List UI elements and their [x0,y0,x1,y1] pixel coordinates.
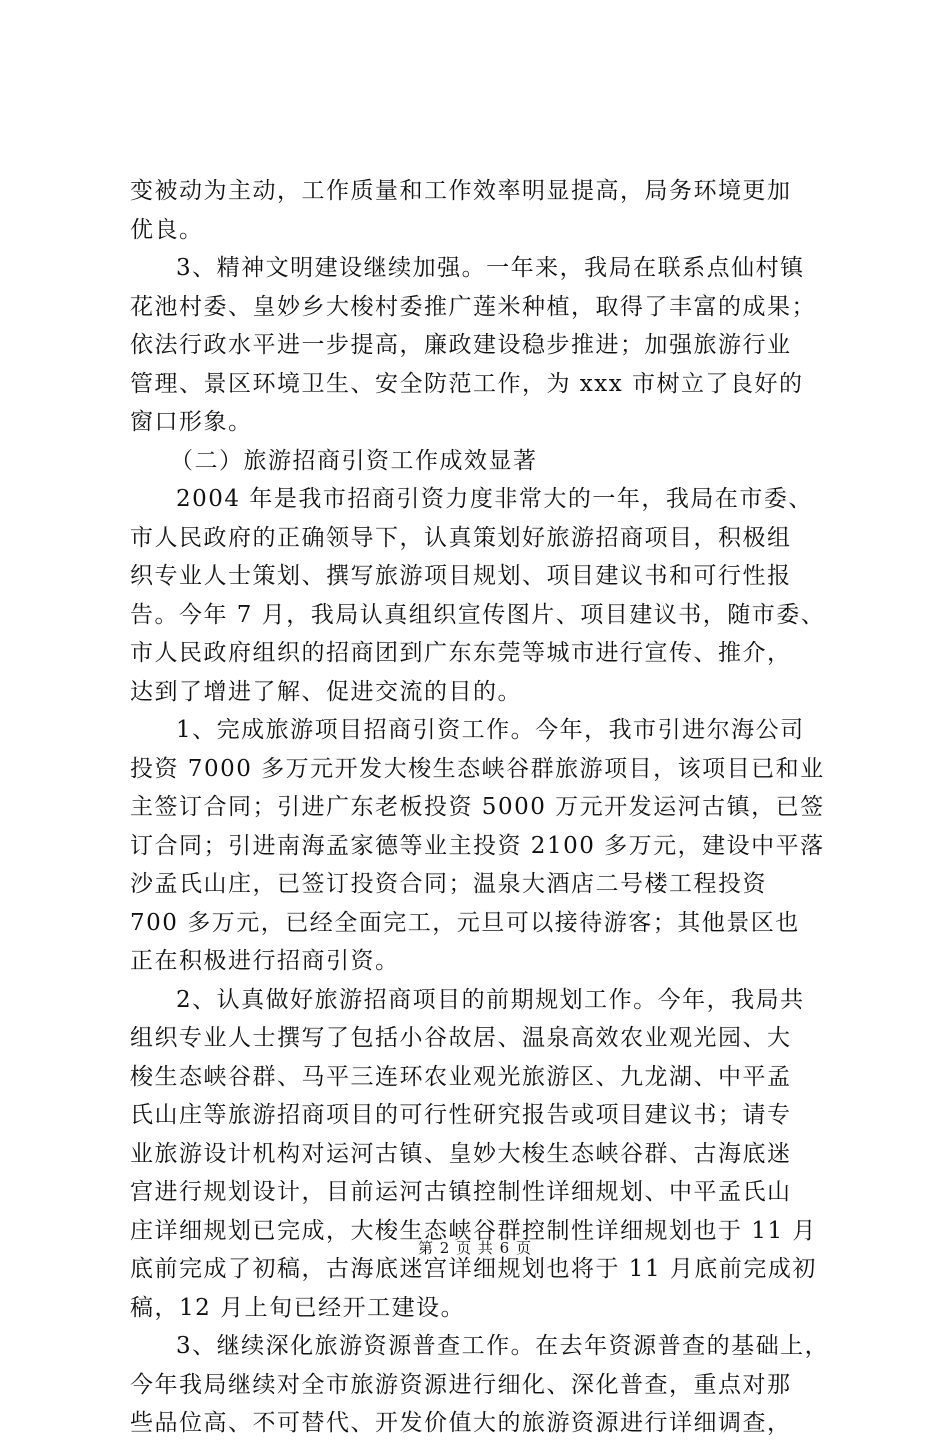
paragraph-line: 2004 年是我市招商引资力度非常大的一年，我局在市委、 [176,486,813,512]
paragraph-line: 3、继续深化旅游资源普查工作。在去年资源普查的基础上， [176,1333,830,1359]
paragraph-line: 投资 7000 多万元开发大梭生态峡谷群旅游项目，该项目已和业 [130,755,825,782]
paragraph-line: 氏山庄等旅游招商项目的可行性研究报告或项目建议书；请专 [130,1102,792,1128]
paragraph-line: 梭生态峡谷群、马平三连环农业观光旅游区、九龙湖、中平孟 [130,1063,792,1090]
paragraph-line: 市人民政府的正确领导下，认真策划好旅游招商项目，积极组 [130,524,792,551]
section-heading: （二）旅游招商引资工作成效显著 [170,447,538,474]
paragraph-line: 庄详细规划已完成，大梭生态峡谷群控制性详细规划也于 11 月 [130,1217,817,1244]
paragraph-line: 告。今年 7 月，我局认真组织宣传图片、项目建议书，随市委、 [130,601,826,628]
paragraph-line: 今年我局继续对全市旅游资源进行细化、深化普查，重点对那 [130,1371,792,1398]
paragraph-line: 宫进行规划设计，目前运河古镇控制性详细规划、中平孟氏山 [130,1179,792,1205]
paragraph-line: 花池村委、皇妙乡大梭村委推广莲米种植，取得了丰富的成果； [130,293,816,320]
paragraph-line: 业旅游设计机构对运河古镇、皇妙大梭生态峡谷群、古海底迷 [130,1140,792,1167]
paragraph-line: 变被动为主动，工作质量和工作效率明显提高，局务环境更加 [130,178,792,204]
paragraph-line: 2、认真做好旅游招商项目的前期规划工作。今年，我局共 [176,986,805,1013]
paragraph-line: 窗口形象。 [130,409,253,435]
paragraph-line: 管理、景区环境卫生、安全防范工作，为 xxx 市树立了良好的 [130,370,804,397]
paragraph-line: 订合同；引进南海孟家德等业主投资 2100 多万元，建设中平落 [130,832,825,859]
paragraph-line: 稿，12 月上旬已经开工建设。 [130,1294,466,1321]
paragraph-line: 700 多万元，已经全面完工，元旦可以接待游客；其他景区也 [130,909,800,936]
paragraph-line: 依法行政水平进一步提高，廉政建设稳步推进；加强旅游行业 [130,332,792,358]
paragraph-line: 达到了增进了解、促进交流的目的。 [130,678,522,705]
paragraph-line: 3、精神文明建设继续加强。一年来，我局在联系点仙村镇 [176,255,805,281]
paragraph-line: 优良。 [130,216,204,243]
paragraph-line: 底前完成了初稿，古海底迷宫详细规划也将于 11 月底前完成初 [130,1256,817,1282]
paragraph-line: 组织专业人士撰写了包括小谷故居、温泉高效农业观光园、大 [130,1025,792,1051]
paragraph-line: 沙孟氏山庄，已签订投资合同；温泉大酒店二号楼工程投资 [130,871,767,897]
paragraph-line: 正在积极进行招商引资。 [130,948,400,974]
paragraph-line: 1、完成旅游项目招商引资工作。今年，我市引进尔海公司 [176,717,805,743]
paragraph-line: 些品位高、不可替代、开发价值大的旅游资源进行详细调查， [130,1410,792,1436]
paragraph-line: 主签订合同；引进广东老板投资 5000 万元开发运河古镇，已签 [130,794,825,820]
page-number-footer: 第 2 页 共 6 页 [418,1239,532,1257]
paragraph-line: 织专业人士策划、撰写旅游项目规划、项目建议书和可行性报 [130,563,792,589]
paragraph-line: 市人民政府组织的招商团到广东东莞等城市进行宣传、推介， [130,640,792,666]
